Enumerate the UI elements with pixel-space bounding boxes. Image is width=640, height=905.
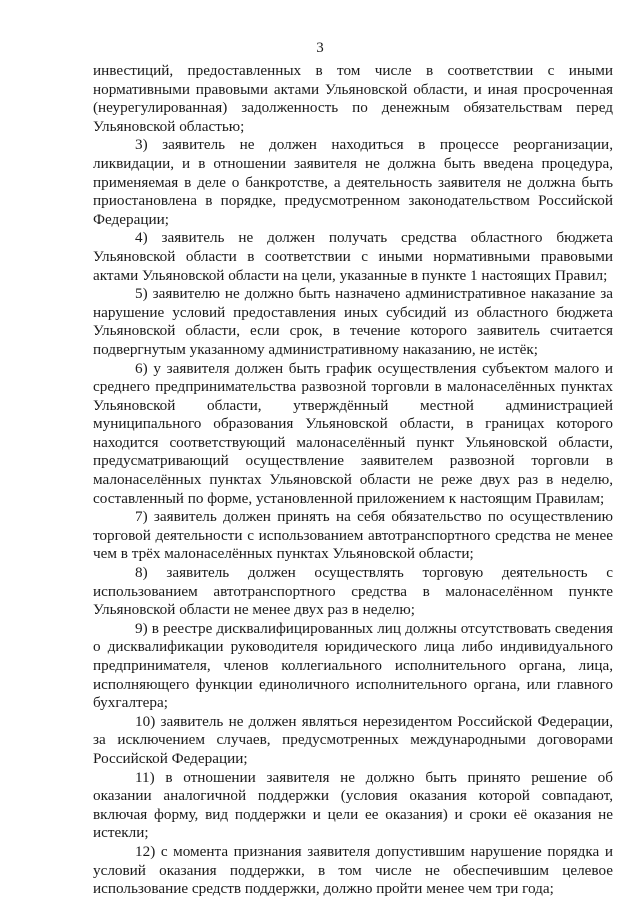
paragraph-item-7: 7) заявитель должен принять на себя обязательство по осуществлению торговой деятельности с использованием автотранспортного средства не менее чем в трёх малонаселённых пунктах Ульяновской области;: [93, 508, 613, 563]
paragraph-continuation: инвестиций, предоставленных в том числе в соответствии с иными нормативными правовыми актами Ульяновской области, и иная просроченная (неурегулированная) задолженность по денежным обязательствам перед Ульяновской областью;: [93, 62, 613, 135]
paragraph-item-4: 4) заявитель не должен получать средства областного бюджета Ульяновской области в соответствии с иными нормативными правовыми актами Ульяновской области на цели, указанные в пункте 1 настоящих Правил;: [93, 229, 613, 284]
paragraph-item-8: 8) заявитель должен осуществлять торговую деятельность с использованием автотранспортного средства в малонаселённом пункте Ульяновской области не менее двух раз в неделю;: [93, 564, 613, 619]
paragraph-item-11: 11) в отношении заявителя не должно быть принято решение об оказании аналогичной поддержки (условия оказания которой совпадают, включая форму, вид поддержки и цели ее оказания) и сроки её оказания не истекли;: [93, 768, 613, 842]
paragraph-item-9: 9) в реестре дисквалифицированных лиц должны отсутствовать сведения о дисквалификации руководителя юридического лица либо индивидуального предпринимателя, членов коллегиального исполнительного органа, лица, исполняющего функции единоличного исполнительного органа, или главного бухгалтера;: [93, 619, 613, 712]
page-number: 3: [316, 40, 324, 56]
paragraph-item-6: 6) у заявителя должен быть график осуществления субъектом малого и среднего предпринимательства развозной торговли в малонаселённых пунктах Ульяновской области, утверждённый местной администрацией муниципального образования Ульяновской области, в границах которого находится соответствующий малонаселённый пункт Ульяновской области, предусматривающий осуществление заявителем развозной торговли в малонаселённых пунктах Ульяновской области не реже двух раз в неделю, составленный по форме, установленной приложением к настоящим Правилам;: [93, 359, 613, 507]
paragraph-item-12: 12) с момента признания заявителя допустившим нарушение порядка и условий оказания поддержки, в том числе не обеспечившим целевое использование средств поддержки, должно пройти менее чем три года;: [93, 842, 613, 898]
paragraph-item-5: 5) заявителю не должно быть назначено административное наказание за нарушение условий предоставления иных субсидий из областного бюджета Ульяновской области, если срок, в течение которого заявитель считается подвергнутым указанному административному наказанию, не истёк;: [93, 285, 613, 358]
document-body: [93, 62, 613, 899]
paragraph-item-3: 3) заявитель не должен находиться в процессе реорганизации, ликвидации, и в отношении заявителя не должна быть введена процедура, применяемая в деле о банкротстве, а деятельность заявителя не должна быть приостановлена в порядке, предусмотренном законодательством Российской Федерации;: [93, 136, 613, 228]
paragraph-item-10: 10) заявитель не должен являться нерезидентом Российской Федерации, за исключением случаев, предусмотренных международными договорами Российской Федерации;: [93, 712, 613, 767]
